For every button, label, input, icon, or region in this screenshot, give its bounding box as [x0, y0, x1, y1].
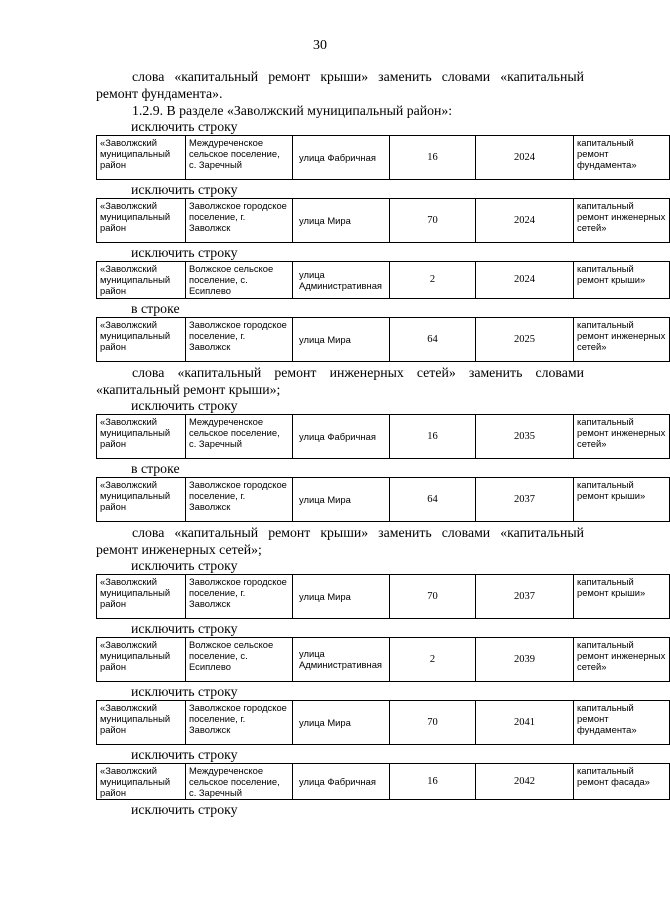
district-cell: «Заволжский муниципальный район: [97, 763, 186, 800]
work-type-cell: капитальный ремонт крыши»: [574, 262, 670, 299]
district-cell: «Заволжский муниципальный район: [97, 262, 186, 299]
year-cell: 2037: [476, 477, 574, 521]
settlement-cell: Волжское сельское поселение, с. Есиплево: [186, 637, 293, 681]
instruction-label: исключить строку: [131, 397, 238, 413]
street-cell: улица Фабричная: [293, 763, 390, 800]
street-cell: улица Мира: [293, 700, 390, 744]
register-table: [96, 477, 670, 522]
settlement-cell: Заволжское городское поселение, г. Заволжск: [186, 700, 293, 744]
year-cell: 2042: [476, 763, 574, 800]
street-cell: улица Административная: [293, 262, 390, 299]
street-cell: улица Фабричная: [293, 414, 390, 458]
settlement-cell: Заволжское городское поселение, г. Заволжск: [186, 574, 293, 618]
section-heading: 1.2.9. В разделе «Заволжский муниципальный район»:: [132, 103, 453, 118]
street-cell: улица Мира: [293, 477, 390, 521]
work-type-cell: капитальный ремонт фундамента»: [574, 700, 670, 744]
street-cell: улица Фабричная: [293, 136, 390, 180]
year-cell: 2035: [476, 414, 574, 458]
amendment-text-line-1: слова «капитальный ремонт крыши» заменить словами «капитальный: [132, 524, 584, 540]
settlement-cell: Междуреченское сельское поселение, с. Заречный: [186, 763, 293, 800]
table-row: [97, 637, 670, 681]
instruction-label: исключить строку: [131, 557, 238, 573]
register-table: [96, 135, 670, 180]
settlement-cell: Заволжское городское поселение, г. Заволжск: [186, 477, 293, 521]
instruction-label: исключить строку: [131, 182, 238, 197]
district-cell: «Заволжский муниципальный район: [97, 574, 186, 618]
settlement-cell: Междуреченское сельское поселение, с. Заречный: [186, 136, 293, 180]
house-number-cell: 16: [390, 414, 476, 458]
house-number-cell: 16: [390, 763, 476, 800]
register-table: [96, 700, 670, 745]
instruction-label: исключить строку: [131, 620, 238, 636]
instruction-label: исключить строку: [131, 245, 238, 260]
year-cell: 2024: [476, 199, 574, 243]
house-number-cell: 2: [390, 262, 476, 299]
intro-line-1: слова «капитальный ремонт крыши» заменить словами «капитальный: [132, 69, 584, 84]
house-number-cell: 70: [390, 574, 476, 618]
work-type-cell: капитальный ремонт крыши»: [574, 477, 670, 521]
house-number-cell: 64: [390, 317, 476, 361]
amendment-text-line-2: ремонт инженерных сетей»;: [96, 541, 262, 557]
document-body: [96, 68, 666, 818]
amendment-text-line-2: «капитальный ремонт крыши»;: [96, 381, 281, 397]
table-row: [97, 199, 670, 243]
district-cell: «Заволжский муниципальный район: [97, 477, 186, 521]
table-row: [97, 763, 670, 800]
instruction-label: исключить строку: [131, 746, 238, 762]
work-type-cell: капитальный ремонт инженерных сетей»: [574, 317, 670, 361]
settlement-cell: Заволжское городское поселение, г. Заволжск: [186, 199, 293, 243]
instruction-label: исключить строку: [131, 683, 238, 699]
table-row: [97, 477, 670, 521]
street-cell: улица Административная: [293, 637, 390, 681]
year-cell: 2024: [476, 136, 574, 180]
instruction-label: в строке: [131, 300, 180, 316]
house-number-cell: 70: [390, 700, 476, 744]
page-number: 30: [313, 38, 327, 53]
house-number-cell: 64: [390, 477, 476, 521]
work-type-cell: капитальный ремонт инженерных сетей»: [574, 414, 670, 458]
work-type-cell: капитальный ремонт фундамента»: [574, 136, 670, 180]
table-row: [97, 574, 670, 618]
register-table: [96, 317, 670, 362]
work-type-cell: капитальный ремонт инженерных сетей»: [574, 199, 670, 243]
table-row: [97, 317, 670, 361]
house-number-cell: 2: [390, 637, 476, 681]
register-table: [96, 763, 670, 801]
final-label: исключить строку: [131, 802, 238, 818]
street-cell: улица Мира: [293, 574, 390, 618]
table-row: [97, 262, 670, 299]
street-cell: улица Мира: [293, 199, 390, 243]
work-type-cell: капитальный ремонт фасада»: [574, 763, 670, 800]
district-cell: «Заволжский муниципальный район: [97, 317, 186, 361]
settlement-cell: Междуреченское сельское поселение, с. Заречный: [186, 414, 293, 458]
amendment-text-line-1: слова «капитальный ремонт инженерных сетей» заменить словами: [132, 364, 584, 380]
year-cell: 2024: [476, 262, 574, 299]
work-type-cell: капитальный ремонт крыши»: [574, 574, 670, 618]
register-table: [96, 198, 670, 243]
year-cell: 2039: [476, 637, 574, 681]
amendment-blocks: [96, 119, 666, 800]
register-table: [96, 574, 670, 619]
year-cell: 2041: [476, 700, 574, 744]
instruction-label: исключить строку: [131, 119, 238, 134]
table-row: [97, 136, 670, 180]
register-table: [96, 261, 670, 299]
intro-line-2: ремонт фундамента».: [96, 86, 223, 101]
register-table: [96, 414, 670, 459]
settlement-cell: Заволжское городское поселение, г. Заволжск: [186, 317, 293, 361]
instruction-label: в строке: [131, 460, 180, 476]
street-cell: улица Мира: [293, 317, 390, 361]
settlement-cell: Волжское сельское поселение, с. Есиплево: [186, 262, 293, 299]
district-cell: «Заволжский муниципальный район: [97, 199, 186, 243]
table-row: [97, 414, 670, 458]
district-cell: «Заволжский муниципальный район: [97, 414, 186, 458]
district-cell: «Заволжский муниципальный район: [97, 637, 186, 681]
register-table: [96, 637, 670, 682]
house-number-cell: 16: [390, 136, 476, 180]
table-row: [97, 700, 670, 744]
house-number-cell: 70: [390, 199, 476, 243]
work-type-cell: капитальный ремонт инженерных сетей»: [574, 637, 670, 681]
year-cell: 2037: [476, 574, 574, 618]
district-cell: «Заволжский муниципальный район: [97, 700, 186, 744]
year-cell: 2025: [476, 317, 574, 361]
district-cell: «Заволжский муниципальный район: [97, 136, 186, 180]
